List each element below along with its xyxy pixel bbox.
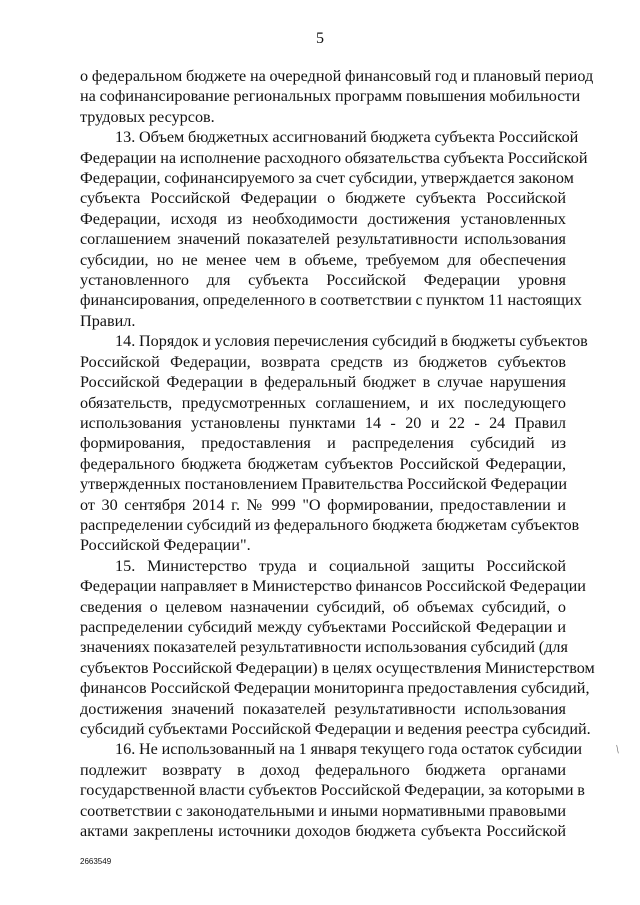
text-line: 16. Не использованный на 1 января текущего года остаток субсидии [115,740,583,759]
text-line: утвержденных постановлением Правительства Российской Федерации [80,475,567,494]
document-code: 2663549 [80,857,112,866]
text-line: 15. Министерство труда и социальной защиты Российской [115,556,566,575]
text-line: формирования, предоставления и распределения субсидий из [80,434,566,453]
text-line: сведения о целевом назначении субсидий, об объемах субсидий, о [80,597,566,616]
page-number: 5 [316,30,324,47]
text-line: Российской Федерации в федеральный бюджет в случае нарушения [80,373,566,392]
text-line: подлежит возврату в доход федерального бюджета органами [80,760,566,779]
scan-mark: / [612,742,623,756]
text-line: распределении субсидий между субъектами Российской Федерации и [80,617,566,636]
document-body [80,66,595,841]
text-line: 14. Порядок и условия перечисления субсидий в бюджеты субъектов [115,332,588,351]
text-line: установленного для субъекта Российской Федерации уровня [80,271,566,290]
text-line: 13. Объем бюджетных ассигнований бюджета субъекта Российской [115,128,579,147]
text-line: субсидий субъектами Российской Федерации и ведения реестра субсидий. [80,720,591,738]
text-line: Правил. [80,311,136,330]
text-line: трудовых ресурсов. [80,107,215,126]
text-line: федерального бюджета бюджетам субъектов Российской Федерации, [80,454,566,473]
text-line: на софинансирование региональных программ повышения мобильности [80,87,581,106]
text-line: субсидии, но не менее чем в объеме, требуемом для обеспечения [80,250,566,269]
text-line: использования установлены пунктами 14 - 20 и 22 - 24 Правил [80,413,566,432]
text-line: о федеральном бюджете на очередной финансовый год и плановый период [80,67,594,85]
text-line: соответствии с законодательными и иными нормативными правовыми [80,801,566,820]
text-line: государственной власти субъектов Российской Федерации, за которыми в [80,781,585,800]
text-line: субъекта Российской Федерации о бюджете субъекта Российской [80,189,566,208]
text-line: Федерации направляет в Министерство финансов Российской Федерации [80,577,586,596]
text-line: Российской Федерации". [80,536,251,555]
text-line: соглашением значений показателей результативности использования [80,230,566,249]
text-line: финансов Российской Федерации мониторинга предоставления субсидий, [80,679,590,698]
text-line: актами закреплены источники доходов бюджета субъекта Российской [80,822,566,841]
text-line: значениях показателей результативности использования субсидий (для [80,638,568,657]
text-line: Федерации, софинансируемого за счет субсидии, утверждается законом [80,169,574,188]
text-line: субъектов Российской Федерации) в целях осуществления Министерством [80,658,595,677]
text-line: достижения значений показателей результативности использования [80,699,566,718]
text-line: распределении субсидий из федерального бюджета бюджетам субъектов [80,515,580,534]
text-line: Федерации, исходя из необходимости достижения установленных [80,209,566,228]
text-line: Российской Федерации, возврата средств из бюджетов субъектов [80,352,566,371]
text-line: от 30 сентября 2014 г. № 999 "О формировании, предоставлении и [80,495,566,514]
text-line: финансирования, определенного в соответствии с пунктом 11 настоящих [80,291,582,310]
text-line: Федерации на исполнение расходного обязательства субъекта Российской [80,148,588,167]
text-line: обязательств, предусмотренных соглашением, и их последующего [80,393,566,412]
